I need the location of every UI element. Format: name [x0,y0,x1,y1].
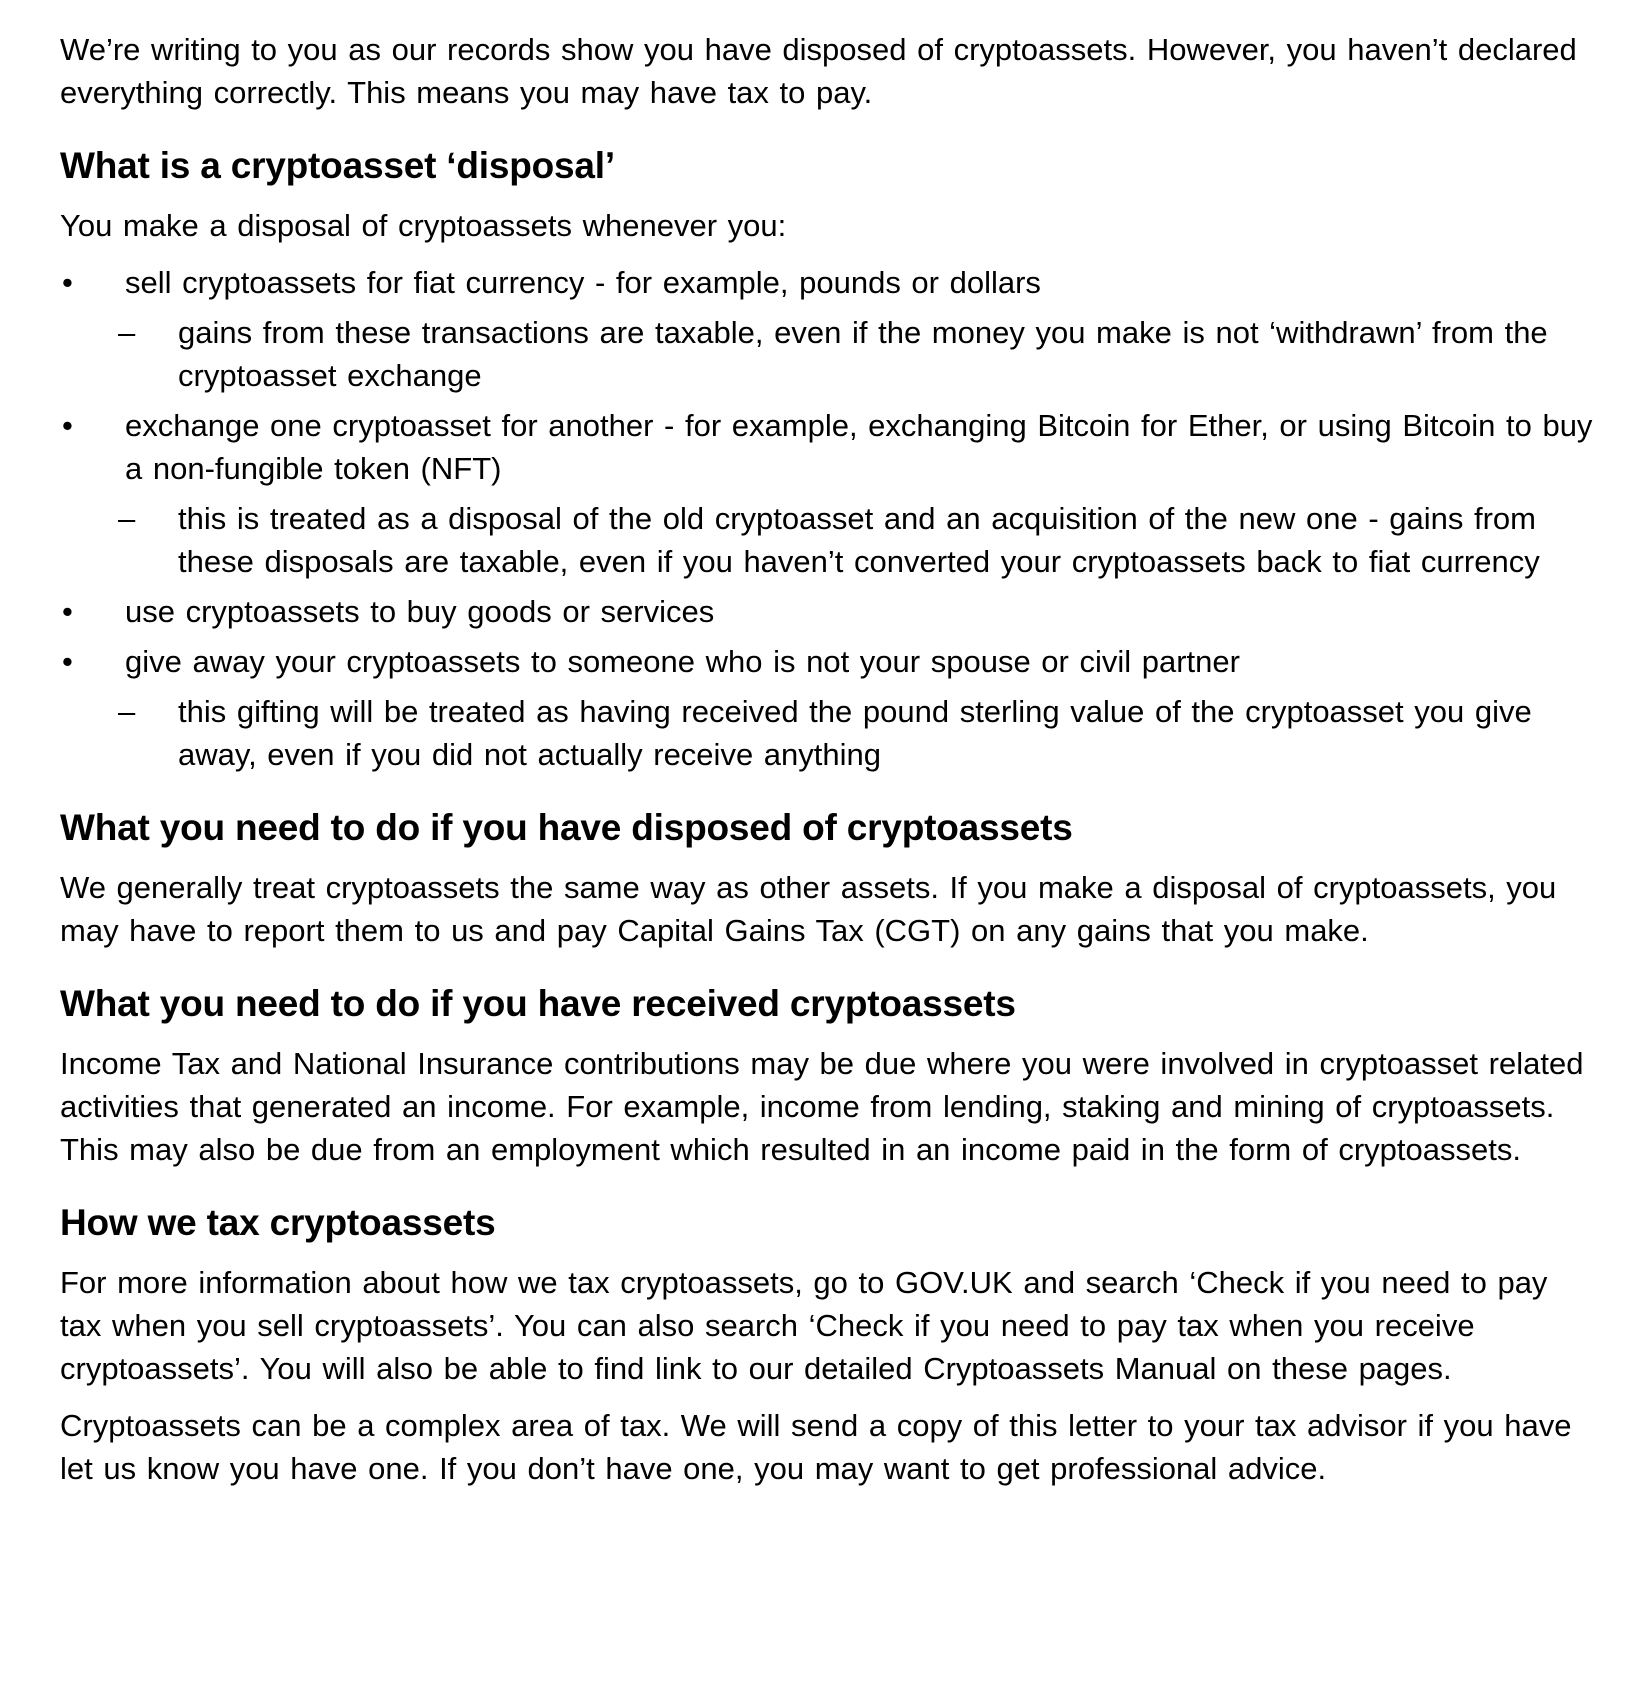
disposal-bullet-list [60,261,1595,776]
sub-bullet-text: this gifting will be treated as having received the pound sterling value of the cryptoasset you give away, even if you did not actually receive anything [178,694,1532,772]
bullet-text: use cryptoassets to buy goods or services [125,594,715,629]
bullet-text: sell cryptoassets for fiat currency - for example, pounds or dollars [125,265,1041,300]
bullet-item-exchange [60,404,1595,490]
received-paragraph: Income Tax and National Insurance contributions may be due where you were involved in cryptoasset related activities that generated an income. For example, income from lending, staking and mining of cryptoassets. This may also be due from an employment which resulted in an income paid in the form of cryptoassets. [60,1046,1584,1167]
sub-bullet-item-gifting [60,690,1595,776]
sub-bullet-text: this is treated as a disposal of the old cryptoasset and an acquisition of the new one - gains from these disposals are taxable, even if you haven’t converted your cryptoassets back to fiat currency [178,501,1540,579]
dash-marker: – [118,694,136,729]
bullet-text: exchange one cryptoasset for another - for example, exchanging Bitcoin for Ether, or using Bitcoin to buy a non-fungible token (NFT) [125,408,1593,486]
section-heading-received-cryptoassets: What you need to do if you have received cryptoassets [60,983,1016,1024]
section-heading-what-is-a-disposal: What is a cryptoasset ‘disposal’ [60,145,615,186]
bullet-marker: • [62,265,73,300]
section-heading-disposed-cryptoassets: What you need to do if you have disposed of cryptoassets [60,807,1073,848]
dash-marker: – [118,315,136,350]
how-we-tax-paragraph-2: Cryptoassets can be a complex area of tax. We will send a copy of this letter to your tax advisor if you have let us know you have one. If you don’t have one, you may want to get professional advice. [60,1408,1572,1486]
sub-bullet-text: gains from these transactions are taxable, even if the money you make is not ‘withdrawn’ from the cryptoasset exchange [178,315,1548,393]
bullet-marker: • [62,644,73,679]
how-we-tax-paragraph-1: For more information about how we tax cryptoassets, go to GOV.UK and search ‘Check if you need to pay tax when you sell cryptoassets’. You can also search ‘Check if you need to pay tax when you receive cryptoassets’. You will also be able to find link to our detailed Cryptoassets Manual on these pages. [60,1265,1548,1386]
bullet-item-buy-goods [60,590,1595,633]
bullet-marker: • [62,594,73,629]
bullet-item-give-away [60,640,1595,683]
intro-paragraph: We’re writing to you as our records show you have disposed of cryptoassets. However, you haven’t declared everything correctly. This means you may have tax to pay. [60,32,1577,110]
bullet-marker: • [62,408,73,443]
disposed-paragraph: We generally treat cryptoassets the same way as other assets. If you make a disposal of cryptoassets, you may have to report them to us and pay Capital Gains Tax (CGT) on any gains that you make. [60,870,1557,948]
sub-bullet-item-treated-as-disposal [60,497,1595,583]
bullet-item-sell [60,261,1595,304]
section-heading-how-we-tax: How we tax cryptoassets [60,1202,496,1243]
dash-marker: – [118,501,136,536]
bullet-text: give away your cryptoassets to someone who is not your spouse or civil partner [125,644,1240,679]
sub-bullet-item-gains-taxable [60,311,1595,397]
disposal-lead-paragraph: You make a disposal of cryptoassets whenever you: [60,208,787,243]
